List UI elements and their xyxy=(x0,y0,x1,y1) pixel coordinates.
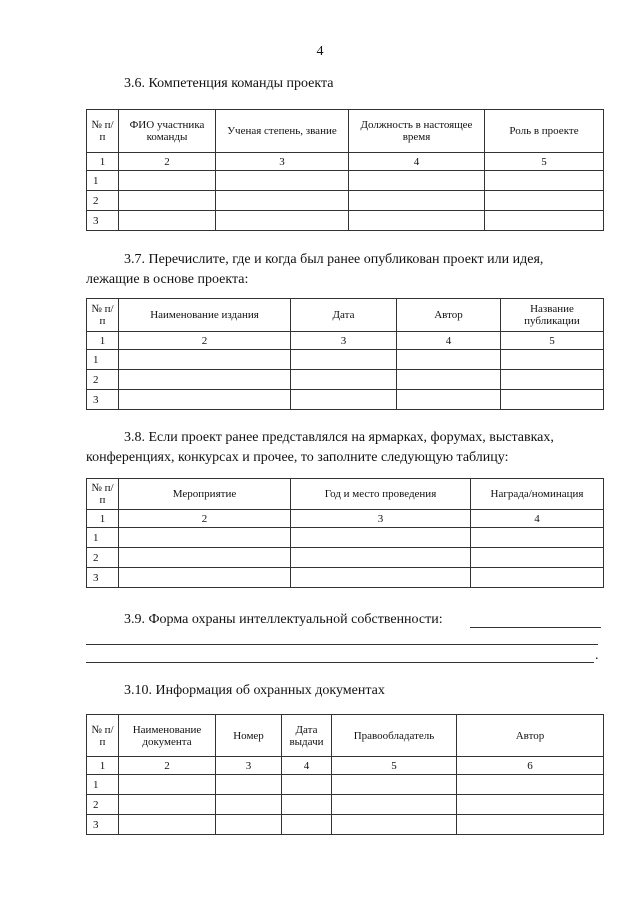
table-header-row xyxy=(87,715,604,757)
header-full-name: ФИО участника команды xyxy=(119,110,216,153)
column-number: 4 xyxy=(471,510,604,528)
empty-cell[interactable] xyxy=(457,775,604,795)
empty-cell[interactable] xyxy=(291,370,397,390)
section-3-7-text xyxy=(86,250,602,290)
section-3-10-title: 3.10. Информация об охранных документах xyxy=(124,683,385,698)
empty-cell[interactable] xyxy=(349,191,485,211)
column-number: 5 xyxy=(501,332,604,350)
page-number: 4 xyxy=(316,44,324,59)
column-number-row xyxy=(87,332,604,350)
row-number: 2 xyxy=(87,370,119,390)
empty-cell[interactable] xyxy=(485,171,604,191)
empty-cell[interactable] xyxy=(119,568,291,588)
section-3-9-label: 3.9. Форма охраны интеллектуальной собственности: xyxy=(124,612,443,627)
empty-cell[interactable] xyxy=(119,171,216,191)
ip-protection-input-line-3[interactable] xyxy=(86,662,594,663)
table-row xyxy=(87,191,604,211)
empty-cell[interactable] xyxy=(397,390,501,410)
row-number: 2 xyxy=(87,795,119,815)
header-year-place: Год и место проведения xyxy=(291,479,471,510)
column-number: 2 xyxy=(119,757,216,775)
empty-cell[interactable] xyxy=(291,568,471,588)
column-number: 3 xyxy=(216,757,282,775)
empty-cell[interactable] xyxy=(216,171,349,191)
column-number: 6 xyxy=(457,757,604,775)
section-3-6-title: 3.6. Компетенция команды проекта xyxy=(124,76,334,91)
header-role: Роль в проекте xyxy=(485,110,604,153)
empty-cell[interactable] xyxy=(485,191,604,211)
publications-table xyxy=(86,298,604,410)
empty-cell[interactable] xyxy=(119,548,291,568)
header-event: Мероприятие xyxy=(119,479,291,510)
protection-documents-table xyxy=(86,714,604,835)
column-number: 1 xyxy=(87,757,119,775)
empty-cell[interactable] xyxy=(349,171,485,191)
empty-cell[interactable] xyxy=(471,528,604,548)
row-number: 3 xyxy=(87,815,119,835)
table-header-row xyxy=(87,479,604,510)
header-award: Награда/номинация xyxy=(471,479,604,510)
empty-cell[interactable] xyxy=(119,370,291,390)
header-document-name: Наименование документа xyxy=(119,715,216,757)
table-row xyxy=(87,370,604,390)
empty-cell[interactable] xyxy=(332,815,457,835)
column-number: 1 xyxy=(87,153,119,171)
column-number: 5 xyxy=(332,757,457,775)
column-number: 4 xyxy=(282,757,332,775)
table-row xyxy=(87,548,604,568)
empty-cell[interactable] xyxy=(485,211,604,231)
empty-cell[interactable] xyxy=(291,548,471,568)
empty-cell[interactable] xyxy=(332,795,457,815)
empty-cell[interactable] xyxy=(501,370,604,390)
table-row xyxy=(87,775,604,795)
header-doc-number: Номер xyxy=(216,715,282,757)
table-row xyxy=(87,568,604,588)
empty-cell[interactable] xyxy=(291,390,397,410)
header-degree: Ученая степень, звание xyxy=(216,110,349,153)
header-issue-date: Дата выдачи xyxy=(282,715,332,757)
column-number-row xyxy=(87,757,604,775)
column-number: 2 xyxy=(119,153,216,171)
header-publication-title: Название публикации xyxy=(501,299,604,332)
empty-cell[interactable] xyxy=(216,775,282,795)
empty-cell[interactable] xyxy=(332,775,457,795)
empty-cell[interactable] xyxy=(216,191,349,211)
column-number-row xyxy=(87,153,604,171)
table-header-row xyxy=(87,110,604,153)
column-number: 4 xyxy=(397,332,501,350)
table-row xyxy=(87,390,604,410)
column-number: 1 xyxy=(87,510,119,528)
empty-cell[interactable] xyxy=(291,528,471,548)
empty-cell[interactable] xyxy=(216,795,282,815)
header-rights-holder: Правообладатель xyxy=(332,715,457,757)
empty-cell[interactable] xyxy=(471,548,604,568)
column-number: 3 xyxy=(291,510,471,528)
header-number: № п/п xyxy=(87,299,119,332)
section-3-8-text xyxy=(86,428,602,468)
empty-cell[interactable] xyxy=(397,370,501,390)
row-number: 3 xyxy=(87,390,119,410)
header-edition: Наименование издания xyxy=(119,299,291,332)
empty-cell[interactable] xyxy=(397,350,501,370)
empty-cell[interactable] xyxy=(119,775,216,795)
table-row xyxy=(87,528,604,548)
empty-cell[interactable] xyxy=(501,350,604,370)
empty-cell[interactable] xyxy=(282,775,332,795)
row-number: 1 xyxy=(87,528,119,548)
row-number: 1 xyxy=(87,171,119,191)
empty-cell[interactable] xyxy=(119,528,291,548)
header-number: № п/п xyxy=(87,715,119,757)
empty-cell[interactable] xyxy=(501,390,604,410)
empty-cell[interactable] xyxy=(216,211,349,231)
header-number: № п/п xyxy=(87,110,119,153)
header-author: Автор xyxy=(457,715,604,757)
column-number: 3 xyxy=(216,153,349,171)
empty-cell[interactable] xyxy=(457,815,604,835)
empty-cell[interactable] xyxy=(471,568,604,588)
table-row xyxy=(87,815,604,835)
empty-cell[interactable] xyxy=(349,211,485,231)
section-3-8-line-1: 3.8. Если проект ранее представлялся на ярмарках, форумах, выставках, xyxy=(124,430,554,445)
empty-cell[interactable] xyxy=(119,211,216,231)
row-number: 2 xyxy=(87,548,119,568)
table-row xyxy=(87,795,604,815)
table-header-row xyxy=(87,299,604,332)
events-table xyxy=(86,478,604,588)
empty-cell[interactable] xyxy=(119,815,216,835)
empty-cell[interactable] xyxy=(119,795,216,815)
section-3-8-line-2: конференциях, конкурсах и прочее, то заполните следующую таблицу: xyxy=(86,450,509,465)
ip-protection-input-line-1[interactable] xyxy=(470,627,601,628)
header-author: Автор xyxy=(397,299,501,332)
empty-cell[interactable] xyxy=(119,350,291,370)
section-3-7-line-1: 3.7. Перечислите, где и когда был ранее опубликован проект или идея, xyxy=(124,252,544,267)
column-number: 4 xyxy=(349,153,485,171)
column-number: 1 xyxy=(87,332,119,350)
empty-cell[interactable] xyxy=(282,795,332,815)
table-row xyxy=(87,350,604,370)
empty-cell[interactable] xyxy=(216,815,282,835)
table-row xyxy=(87,211,604,231)
ip-protection-input-line-2[interactable] xyxy=(86,644,598,645)
empty-cell[interactable] xyxy=(119,390,291,410)
table-row xyxy=(87,171,604,191)
header-date: Дата xyxy=(291,299,397,332)
empty-cell[interactable] xyxy=(282,815,332,835)
row-number: 1 xyxy=(87,775,119,795)
row-number: 2 xyxy=(87,191,119,211)
empty-cell[interactable] xyxy=(457,795,604,815)
row-number: 1 xyxy=(87,350,119,370)
header-number: № п/п xyxy=(87,479,119,510)
column-number: 3 xyxy=(291,332,397,350)
column-number: 2 xyxy=(119,510,291,528)
team-competence-table xyxy=(86,109,604,231)
column-number: 2 xyxy=(119,332,291,350)
section-3-7-line-2: лежащие в основе проекта: xyxy=(86,272,249,287)
row-number: 3 xyxy=(87,568,119,588)
column-number-row xyxy=(87,510,604,528)
empty-cell[interactable] xyxy=(291,350,397,370)
row-number: 3 xyxy=(87,211,119,231)
column-number: 5 xyxy=(485,153,604,171)
line-end-period: . xyxy=(595,648,599,663)
empty-cell[interactable] xyxy=(119,191,216,211)
header-position: Должность в настоящее время xyxy=(349,110,485,153)
